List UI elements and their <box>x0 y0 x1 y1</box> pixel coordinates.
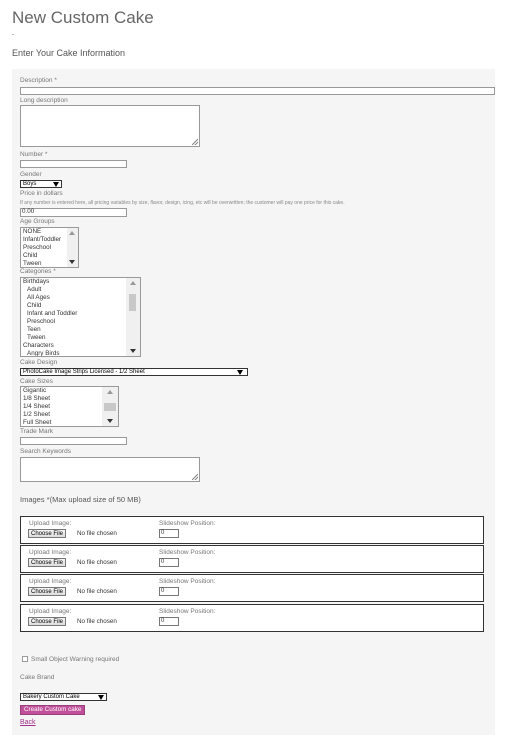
scroll-up-icon[interactable] <box>107 390 113 394</box>
slideshow-position-label: Slideshow Position: <box>159 578 216 585</box>
cake-brand-select-value: Bakery Custom Cake <box>23 694 80 700</box>
cake-design-select[interactable] <box>20 368 248 376</box>
number-label: Number * <box>20 151 48 158</box>
list-option[interactable]: Birthdays <box>23 278 50 285</box>
choose-file-button[interactable]: Choose File <box>28 587 66 596</box>
categories-options <box>21 278 140 357</box>
list-option[interactable]: Tween <box>23 260 42 267</box>
cake-sizes-scrollbar[interactable] <box>102 387 118 426</box>
slideshow-position-label: Slideshow Position: <box>159 549 216 556</box>
title-divider <box>12 34 14 35</box>
list-option[interactable]: Adult <box>27 286 42 293</box>
images-title: Images *(Max upload size of 50 MB) <box>20 495 141 504</box>
list-option[interactable]: 1/2 Sheet <box>23 411 50 418</box>
gender-select[interactable] <box>20 180 62 188</box>
back-link[interactable]: Back <box>20 719 36 726</box>
scroll-thumb[interactable] <box>104 403 116 411</box>
gender-select-value: Boys <box>23 181 37 187</box>
cake-brand-label: Cake Brand <box>20 674 55 681</box>
list-option[interactable]: Teen <box>27 326 41 333</box>
chevron-down-icon <box>53 182 59 187</box>
list-option[interactable]: 1/4 Sheet <box>23 403 50 410</box>
page-title: New Custom Cake <box>12 8 154 27</box>
description-input[interactable] <box>20 87 495 95</box>
age-groups-label: Age Groups <box>20 218 55 225</box>
trade-mark-label: Trade Mark <box>20 428 53 435</box>
price-label: Price in dollars <box>20 190 63 197</box>
categories-label: Categories * <box>20 268 56 275</box>
long-description-label: Long description <box>20 97 68 104</box>
list-option[interactable]: Child <box>27 302 42 309</box>
categories-scrollbar[interactable] <box>126 278 140 356</box>
upload-image-label: Upload Image: <box>29 549 72 556</box>
scroll-thumb[interactable] <box>129 294 136 311</box>
resize-handle-icon[interactable] <box>192 474 198 480</box>
file-status: No file chosen <box>77 588 117 595</box>
cake-sizes-listbox[interactable] <box>20 386 119 427</box>
cake-sizes-label: Cake Sizes <box>20 378 53 385</box>
small-object-warning-checkbox[interactable] <box>22 656 28 662</box>
file-status: No file chosen <box>77 530 117 537</box>
upload-image-label: Upload Image: <box>29 608 72 615</box>
list-option[interactable]: Full Sheet <box>23 419 52 426</box>
search-keywords-label: Search Keywords <box>20 448 71 455</box>
number-input[interactable] <box>20 160 127 168</box>
image-upload-row <box>20 574 484 602</box>
slideshow-position-label: Slideshow Position: <box>159 608 216 615</box>
upload-image-label: Upload Image: <box>29 578 72 585</box>
search-keywords-textarea[interactable] <box>20 457 200 482</box>
categories-listbox[interactable] <box>20 277 141 357</box>
scroll-up-icon[interactable] <box>69 231 75 235</box>
slideshow-position-input[interactable]: 0 <box>159 529 179 538</box>
scroll-down-icon[interactable] <box>107 419 113 423</box>
slideshow-position-label: Slideshow Position: <box>159 520 216 527</box>
image-upload-row <box>20 545 484 573</box>
chevron-down-icon <box>237 370 243 375</box>
trade-mark-input[interactable] <box>20 437 127 445</box>
resize-handle-icon[interactable] <box>192 139 198 145</box>
list-option[interactable]: 1/8 Sheet <box>23 395 50 402</box>
list-option[interactable]: Characters <box>23 342 54 349</box>
long-description-textarea[interactable] <box>20 105 200 147</box>
cake-design-label: Cake Design <box>20 359 58 366</box>
image-upload-row <box>20 604 484 632</box>
choose-file-button[interactable]: Choose File <box>28 558 66 567</box>
file-status: No file chosen <box>77 559 117 566</box>
scroll-down-icon[interactable] <box>130 349 136 353</box>
price-input-value: 0.00 <box>22 208 35 215</box>
list-option[interactable]: Infant and Toddler <box>27 310 78 317</box>
list-option[interactable]: Gigantic <box>23 387 47 394</box>
slideshow-position-input[interactable]: 0 <box>159 587 179 596</box>
section-title: Enter Your Cake Information <box>12 48 126 58</box>
chevron-down-icon <box>98 695 104 700</box>
list-option[interactable]: Angry Birds <box>27 350 60 357</box>
price-note: If any number is entered here, all pricing variables by size, flavor, design, icing, etc will be overwritten; the customer will pay one price for this cake. <box>20 200 345 206</box>
list-option[interactable]: Preschool <box>27 318 56 325</box>
cake-brand-select[interactable] <box>20 693 107 701</box>
scroll-down-icon[interactable] <box>69 260 75 264</box>
small-object-warning-label: Small Object Warning required <box>31 656 120 663</box>
age-groups-scrollbar[interactable] <box>67 228 78 267</box>
gender-label: Gender <box>20 171 42 178</box>
scroll-up-icon[interactable] <box>130 281 136 285</box>
choose-file-button[interactable]: Choose File <box>28 617 66 626</box>
list-option[interactable]: All Ages <box>27 294 50 301</box>
age-groups-listbox[interactable] <box>20 227 79 268</box>
slideshow-position-input[interactable]: 0 <box>159 558 179 567</box>
image-upload-row <box>20 516 484 544</box>
slideshow-position-input[interactable]: 0 <box>159 617 179 626</box>
price-input[interactable] <box>20 208 127 217</box>
choose-file-button[interactable]: Choose File <box>28 529 66 538</box>
upload-image-label: Upload Image: <box>29 520 72 527</box>
list-option[interactable]: Preschool <box>23 244 52 251</box>
list-option[interactable]: Tween <box>27 334 46 341</box>
create-custom-cake-button[interactable]: Create Custom cake <box>20 705 85 715</box>
cake-design-select-value: PhotoCake Image Strips Licensed - 1/2 Sheet <box>23 369 145 375</box>
list-option[interactable]: NONE <box>23 228 42 235</box>
list-option[interactable]: Infant/Toddler <box>23 236 62 243</box>
list-option[interactable]: Child <box>23 252 38 259</box>
file-status: No file chosen <box>77 618 117 625</box>
description-label: Description * <box>20 77 57 84</box>
